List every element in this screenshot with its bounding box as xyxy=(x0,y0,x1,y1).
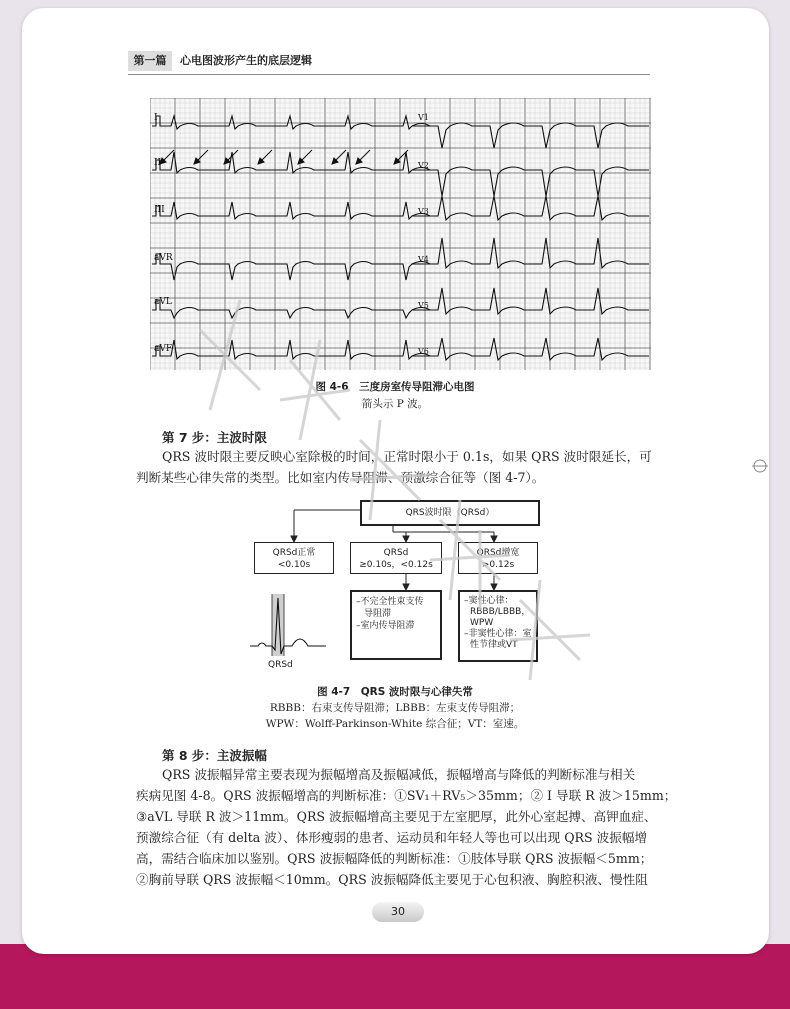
qrsd-wide-box xyxy=(458,542,538,574)
lead-label-iii: III xyxy=(154,205,165,215)
step-8-paragraph xyxy=(136,764,677,890)
qrsd-wide-range: >0.12s xyxy=(481,560,515,570)
lead-label-avf: aVF xyxy=(154,344,173,354)
figure-4-6-note: 箭头示 P 波。 xyxy=(361,398,429,410)
lead-label-v4: V4 xyxy=(418,255,429,264)
qrs-duration-box: QRS波时限（QRSd） xyxy=(360,500,540,526)
lead-label-v5: V5 xyxy=(418,301,429,310)
result-line: –不完全性束支传 xyxy=(356,597,424,607)
header-rule xyxy=(128,74,650,75)
result-line: –室内传导阻滞 xyxy=(356,621,415,631)
page-number: 30 xyxy=(372,902,424,922)
result-line: WPW xyxy=(470,618,494,628)
qrsd-wide-result xyxy=(458,590,538,662)
qrsd-mid-label: QRSd xyxy=(383,548,409,558)
result-line: 性节律或VT xyxy=(470,640,518,650)
step-7-line: 判断某些心律失常的类型。比如室内传导阻滞、预激综合征等（图 4-7）。 xyxy=(136,470,545,485)
figure-4-7-note-2: WPW：Wolff-Parkinson-White 综合征；VT：室速。 xyxy=(265,718,525,730)
figure-4-6-caption: 图 4-6 三度房室传导阻滞心电图 xyxy=(315,381,475,393)
result-line: RBBB/LBBB， xyxy=(470,607,531,617)
qrsd-mid-range: ≥0.10s，<0.12s xyxy=(359,560,433,570)
step-8-heading: 第 8 步：主波振幅 xyxy=(162,748,267,763)
step-8-line: 疾病见图 4-8。QRS 波振幅增高的判断标准：①SV₁＋RV₅＞35mm；② I 导联 R 波＞15mm； xyxy=(136,788,677,803)
step-7-line: QRS 波时限主要反映心室除极的时间，正常时限小于 0.1s，如果 QRS 波时限延长，可 xyxy=(162,449,652,464)
step-7-heading: 第 7 步：主波时限 xyxy=(162,430,267,445)
ecg-figure xyxy=(150,98,651,370)
lead-label-v2: V2 xyxy=(418,161,429,170)
step-7-paragraph xyxy=(136,446,664,488)
part-tag: 第一篇 xyxy=(128,51,172,71)
qrsd-sketch-label: QRSd xyxy=(268,660,293,670)
registration-mark-icon xyxy=(752,458,768,474)
step-8-line: ③aVL 导联 R 波＞11mm。QRS 波振幅增高主要见于左室肥厚，此外心室起搏、高钾血症、 xyxy=(136,809,657,824)
qrsd-normal-range: <0.10s xyxy=(277,560,311,570)
result-line: 导阻滞 xyxy=(364,609,392,619)
lead-label-v3: V3 xyxy=(418,207,429,216)
lead-label-avr: aVR xyxy=(154,253,173,263)
lead-label-v1: V1 xyxy=(418,113,429,122)
result-line: –非窦性心律：室 xyxy=(464,629,532,639)
qrs-waveform xyxy=(250,598,326,654)
qrsd-wide-label: QRSd增宽 xyxy=(476,548,520,558)
qrsd-mid-result xyxy=(350,590,442,660)
lead-label-i: I xyxy=(154,113,158,123)
lead-label-v6: V6 xyxy=(418,347,429,356)
step-8-line: QRS 波振幅异常主要表现为振幅增高及振幅减低，振幅增高与降低的判断标准与相关 xyxy=(162,767,636,782)
qrsd-normal-box xyxy=(254,542,334,574)
part-title: 心电图波形产生的底层逻辑 xyxy=(180,54,312,67)
lead-label-ii: II xyxy=(154,158,162,168)
result-line: –窦性心律： xyxy=(464,596,514,606)
qrs-duration-flowchart xyxy=(246,498,540,688)
page-header xyxy=(102,46,650,76)
figure-4-7-note-1: RBBB：右束支传导阻滞；LBBB：左束支传导阻滞； xyxy=(269,702,521,714)
lead-label-avl: aVL xyxy=(154,297,172,307)
step-8-line: 高，需结合临床加以鉴别。QRS 波振幅降低的判断标准：①肢体导联 QRS 波振幅＜5mm； xyxy=(136,851,653,866)
qrsd-normal-label: QRSd正常 xyxy=(272,548,316,558)
step-8-line: ②胸前导联 QRS 波振幅＜10mm。QRS 波振幅降低主要见于心包积液、胸腔积液、慢性阻 xyxy=(136,872,648,887)
figure-4-7-caption: 图 4-7 QRS 波时限与心律失常 xyxy=(317,686,473,698)
step-8-line: 预激综合征（有 delta 波）、体形瘦弱的患者、运动员和年轻人等也可以出现 QRS 波振幅增 xyxy=(136,830,648,845)
qrsd-mid-box xyxy=(350,542,442,574)
